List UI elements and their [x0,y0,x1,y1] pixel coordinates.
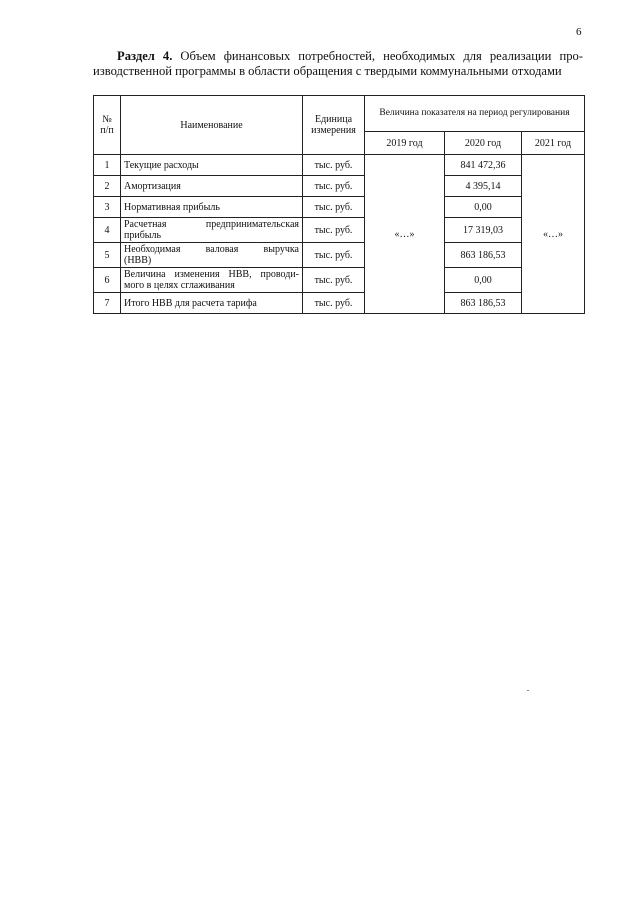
row-number: 5 [94,243,121,268]
row-unit: тыс. руб. [303,176,365,197]
row-number: 1 [94,155,121,176]
row-unit: тыс. руб. [303,293,365,314]
row-value-2020: 4 395,14 [445,176,522,197]
heading-line-2: изводственной программы в области обращения с твердыми коммунальными отходами [93,64,562,78]
row-number: 6 [94,268,121,293]
table-row [94,197,585,218]
heading-line-1-text: Объем финансовых потребностей, необходимых для реализации про- [172,49,583,63]
row-name-line-1: Расчетная предпринимательская [124,219,299,230]
row-name-line-1: Величина изменения НВВ, проводи- [124,269,299,280]
row-number: 2 [94,176,121,197]
row-value-2020: 863 186,53 [445,293,522,314]
header-period: Величина показателя на период регулирования [365,96,585,132]
row-unit: тыс. руб. [303,243,365,268]
row-name [121,243,303,268]
header-year-2019: 2019 год [365,132,445,155]
section-heading [93,49,583,79]
row-unit: тыс. руб. [303,218,365,243]
header-name: Наименование [121,96,303,155]
header-number: № п/п [94,96,121,155]
row-unit: тыс. руб. [303,155,365,176]
row-unit: тыс. руб. [303,197,365,218]
row-name-line-1: Необходимая валовая выручка [124,244,299,255]
row-name-line-2: (НВВ) [124,255,152,266]
row-name [121,268,303,293]
row-value-2020: 863 186,53 [445,243,522,268]
table-row [94,218,585,243]
table-row [94,155,585,176]
row-name [121,218,303,243]
row-value-2020: 0,00 [445,268,522,293]
row-name: Текущие расходы [121,155,303,176]
row-value-2020: 0,00 [445,197,522,218]
row-name: Нормативная прибыль [121,197,303,218]
value-2021-merged: «…» [522,155,585,314]
scan-speck [527,690,529,691]
header-year-2021: 2021 год [522,132,585,155]
header-unit: Единица измерения [303,96,365,155]
financial-needs-table [93,95,585,314]
row-name-line-2: мого в целях сглаживания [124,280,235,291]
row-name-line-2: прибыль [124,230,162,241]
table-row [94,293,585,314]
page-number: 6 [576,26,582,38]
header-year-2020: 2020 год [445,132,522,155]
value-2019-merged: «…» [365,155,445,314]
row-name: Амортизация [121,176,303,197]
row-value-2020: 841 472,36 [445,155,522,176]
row-number: 4 [94,218,121,243]
row-number: 7 [94,293,121,314]
heading-line-1 [93,49,583,64]
row-value-2020: 17 319,03 [445,218,522,243]
row-unit: тыс. руб. [303,268,365,293]
table-row [94,243,585,268]
table-row [94,268,585,293]
table-row [94,176,585,197]
heading-bold-prefix: Раздел 4. [117,49,173,63]
row-name: Итого НВВ для расчета тарифа [121,293,303,314]
row-number: 3 [94,197,121,218]
